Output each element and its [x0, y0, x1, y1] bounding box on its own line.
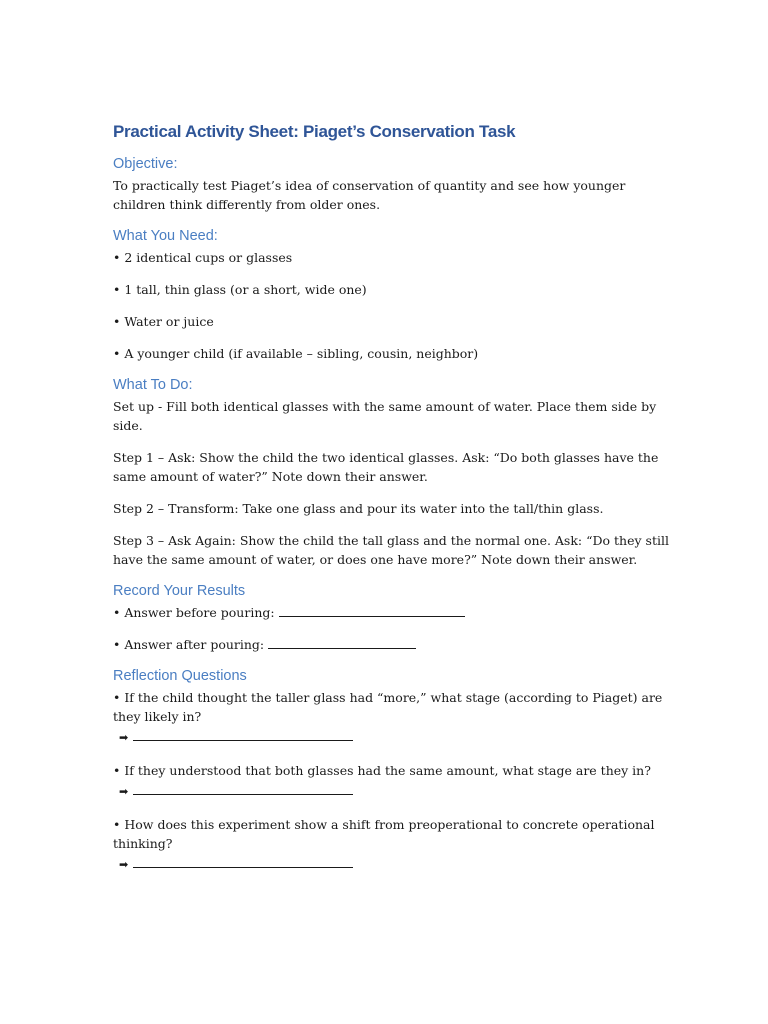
result-after-row: [113, 635, 673, 654]
arrow-right-icon: ➡: [119, 785, 129, 798]
procedure-step: Step 3 – Ask Again: Show the child the tall glass and the normal one. Ask: “Do they still have the same amount of water, or does one have more?” Note down their answer.: [113, 533, 669, 567]
objective-section: [113, 156, 673, 214]
reflection-answer-blank[interactable]: [133, 855, 353, 868]
reflection-answer-row: [113, 855, 673, 872]
reflection-answer-row: [113, 728, 673, 745]
reflection-question: • If they understood that both glasses had the same amount, what stage are they in?: [113, 763, 651, 778]
materials-item: • 2 identical cups or glasses: [113, 250, 293, 265]
materials-item: • A younger child (if available – sibling, cousin, neighbor): [113, 346, 479, 361]
materials-heading: What You Need:: [113, 228, 218, 244]
result-after-label: • Answer after pouring:: [113, 637, 265, 652]
reflection-question: • How does this experiment show a shift from preoperational to concrete operational thinking?: [113, 817, 655, 851]
results-heading: Record Your Results: [113, 583, 246, 599]
arrow-right-icon: ➡: [119, 858, 129, 871]
results-section: [113, 583, 673, 654]
result-before-blank[interactable]: [279, 604, 465, 617]
reflection-heading: Reflection Questions: [113, 668, 247, 684]
reflection-section: [113, 668, 673, 872]
arrow-right-icon: ➡: [119, 731, 129, 744]
materials-section: [113, 228, 673, 363]
reflection-answer-blank[interactable]: [133, 782, 353, 795]
result-after-blank[interactable]: [268, 636, 416, 649]
materials-item: • 1 tall, thin glass (or a short, wide one): [113, 282, 367, 297]
result-before-row: [113, 603, 673, 622]
objective-text: To practically test Piaget’s idea of conservation of quantity and see how younger children think differently from older ones.: [113, 178, 626, 212]
reflection-question: • If the child thought the taller glass had “more,” what stage (according to Piaget) are they likely in?: [113, 690, 663, 724]
reflection-answer-row: [113, 782, 673, 799]
procedure-step: Step 2 – Transform: Take one glass and pour its water into the tall/thin glass.: [113, 501, 604, 516]
reflection-answer-blank[interactable]: [133, 728, 353, 741]
procedure-step: Step 1 – Ask: Show the child the two identical glasses. Ask: “Do both glasses have the same amount of water?” Note down their answer.: [113, 450, 659, 484]
procedure-section: [113, 377, 673, 569]
document-title: Practical Activity Sheet: Piaget’s Conservation Task: [113, 122, 516, 141]
result-before-label: • Answer before pouring:: [113, 605, 275, 620]
objective-heading: Objective:: [113, 156, 178, 172]
materials-item: • Water or juice: [113, 314, 214, 329]
procedure-heading: What To Do:: [113, 377, 193, 393]
document-page: [113, 122, 673, 872]
procedure-step: Set up - Fill both identical glasses with the same amount of water. Place them side by side.: [113, 399, 657, 433]
